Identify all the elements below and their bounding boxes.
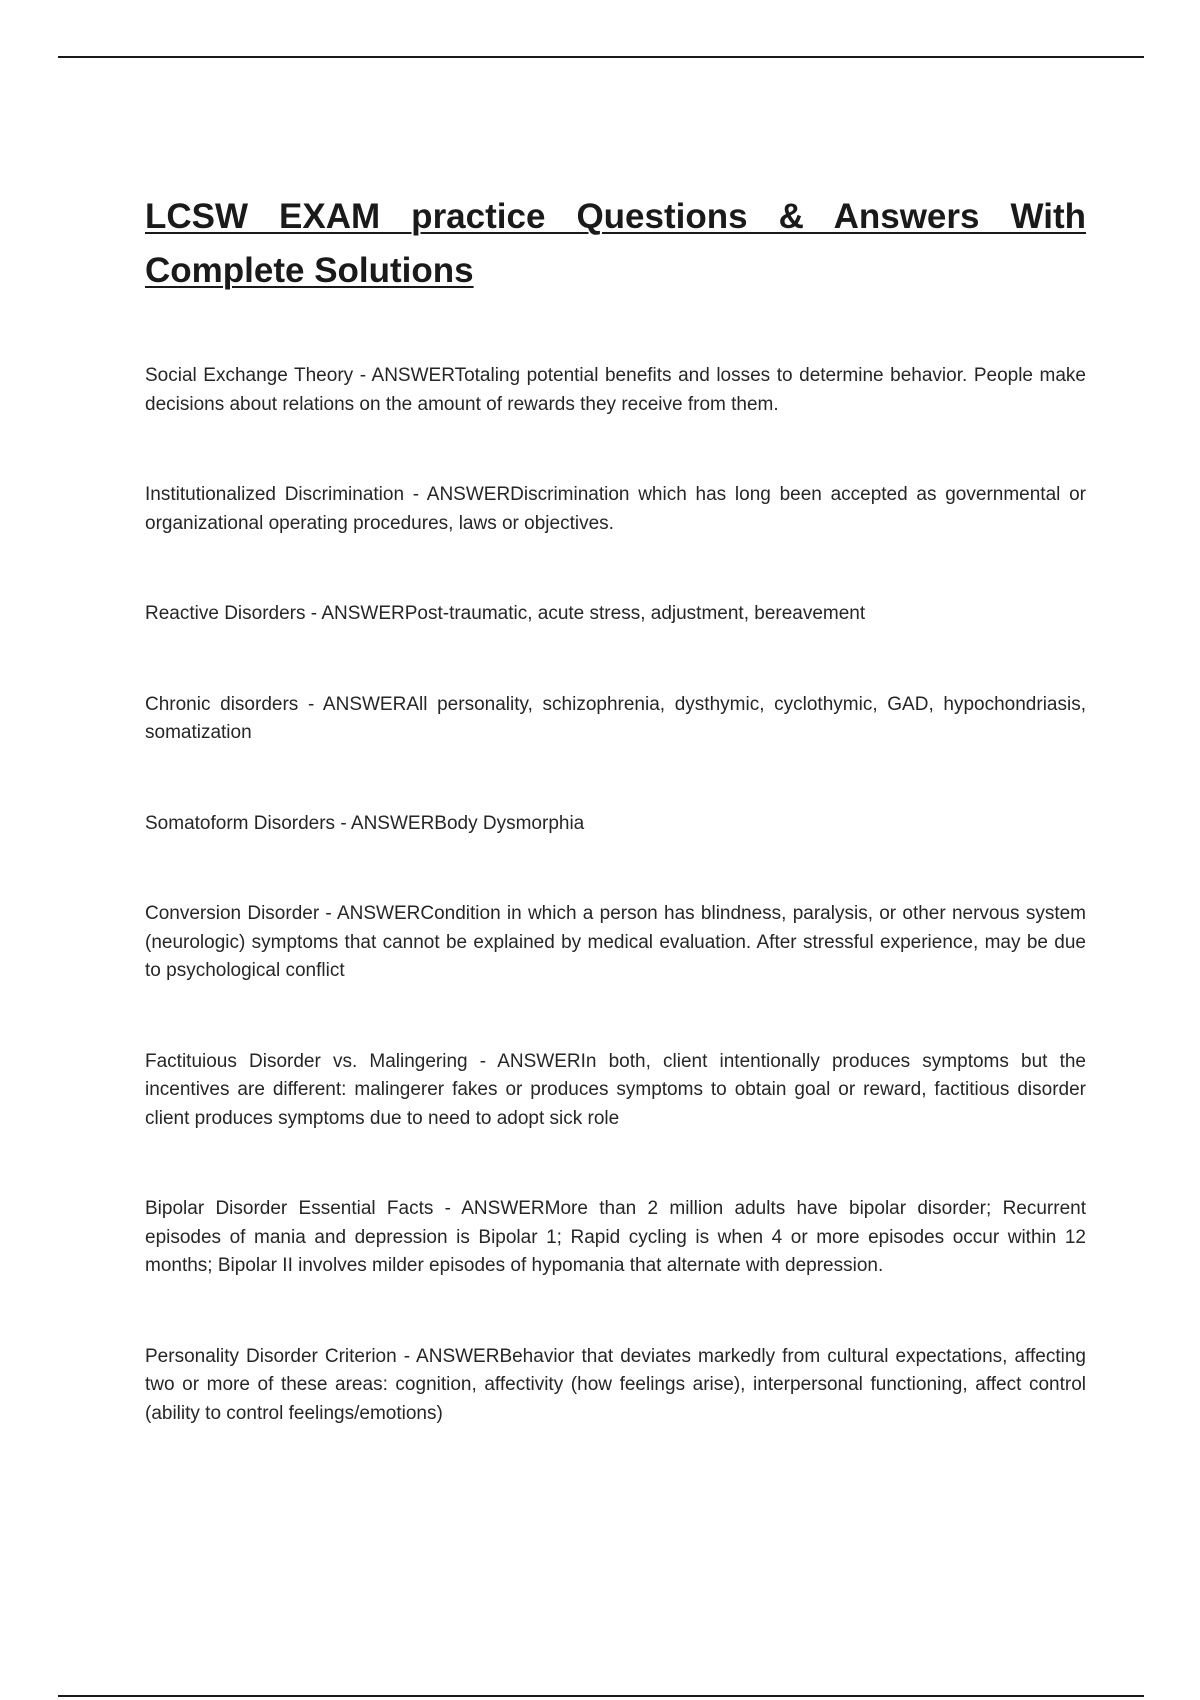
qa-entry: Institutionalized Discrimination - ANSWERDiscrimination which has long been accepted as governmental or organizational operating procedures, laws or objectives. — [145, 484, 1086, 534]
qa-entry: Bipolar Disorder Essential Facts - ANSWERMore than 2 million adults have bipolar disorder; Recurrent episodes of mania and depression is Bipolar 1; Rapid cycling is when 4 or more episodes occur within 12 months; Bipolar II involves milder episodes of hypomania that alternate with depression. — [145, 1198, 1086, 1276]
qa-entry: Personality Disorder Criterion - ANSWERBehavior that deviates markedly from cultural expectations, affecting two or more of these areas: cognition, affectivity (how feelings arise), interpersonal functioning, affect control (ability to control feelings/emotions) — [145, 1345, 1086, 1424]
qa-entry: Conversion Disorder - ANSWERCondition in which a person has blindness, paralysis, or other nervous system (neurologic) symptoms that cannot be explained by medical evaluation. After stressful experience, may be due to psychological conflict — [145, 903, 1086, 981]
qa-list — [145, 362, 1086, 1428]
document-title: LCSW EXAM practice Questions & Answers With Complete Solutions — [145, 197, 1086, 290]
qa-entry: Chronic disorders - ANSWERAll personality, schizophrenia, dysthymic, cyclothymic, GAD, hypochondriasis, somatization — [145, 693, 1086, 743]
qa-entry: Social Exchange Theory - ANSWERTotaling potential benefits and losses to determine behavior. People make decisions about relations on the amount of rewards they receive from them. — [145, 365, 1086, 415]
qa-entry: Reactive Disorders - ANSWERPost-traumatic, acute stress, adjustment, bereavement — [145, 603, 866, 624]
header-rule — [58, 56, 1144, 58]
document-body — [145, 190, 1086, 1490]
qa-entry: Factituious Disorder vs. Malingering - ANSWERIn both, client intentionally produces symptoms but the incentives are different: malingerer fakes or produces symptoms to obtain goal or reward, factitious disorder client produces symptoms due to need to adopt sick role — [145, 1050, 1086, 1129]
footer-rule — [58, 1695, 1144, 1697]
qa-entry: Somatoform Disorders - ANSWERBody Dysmorphia — [145, 812, 585, 834]
